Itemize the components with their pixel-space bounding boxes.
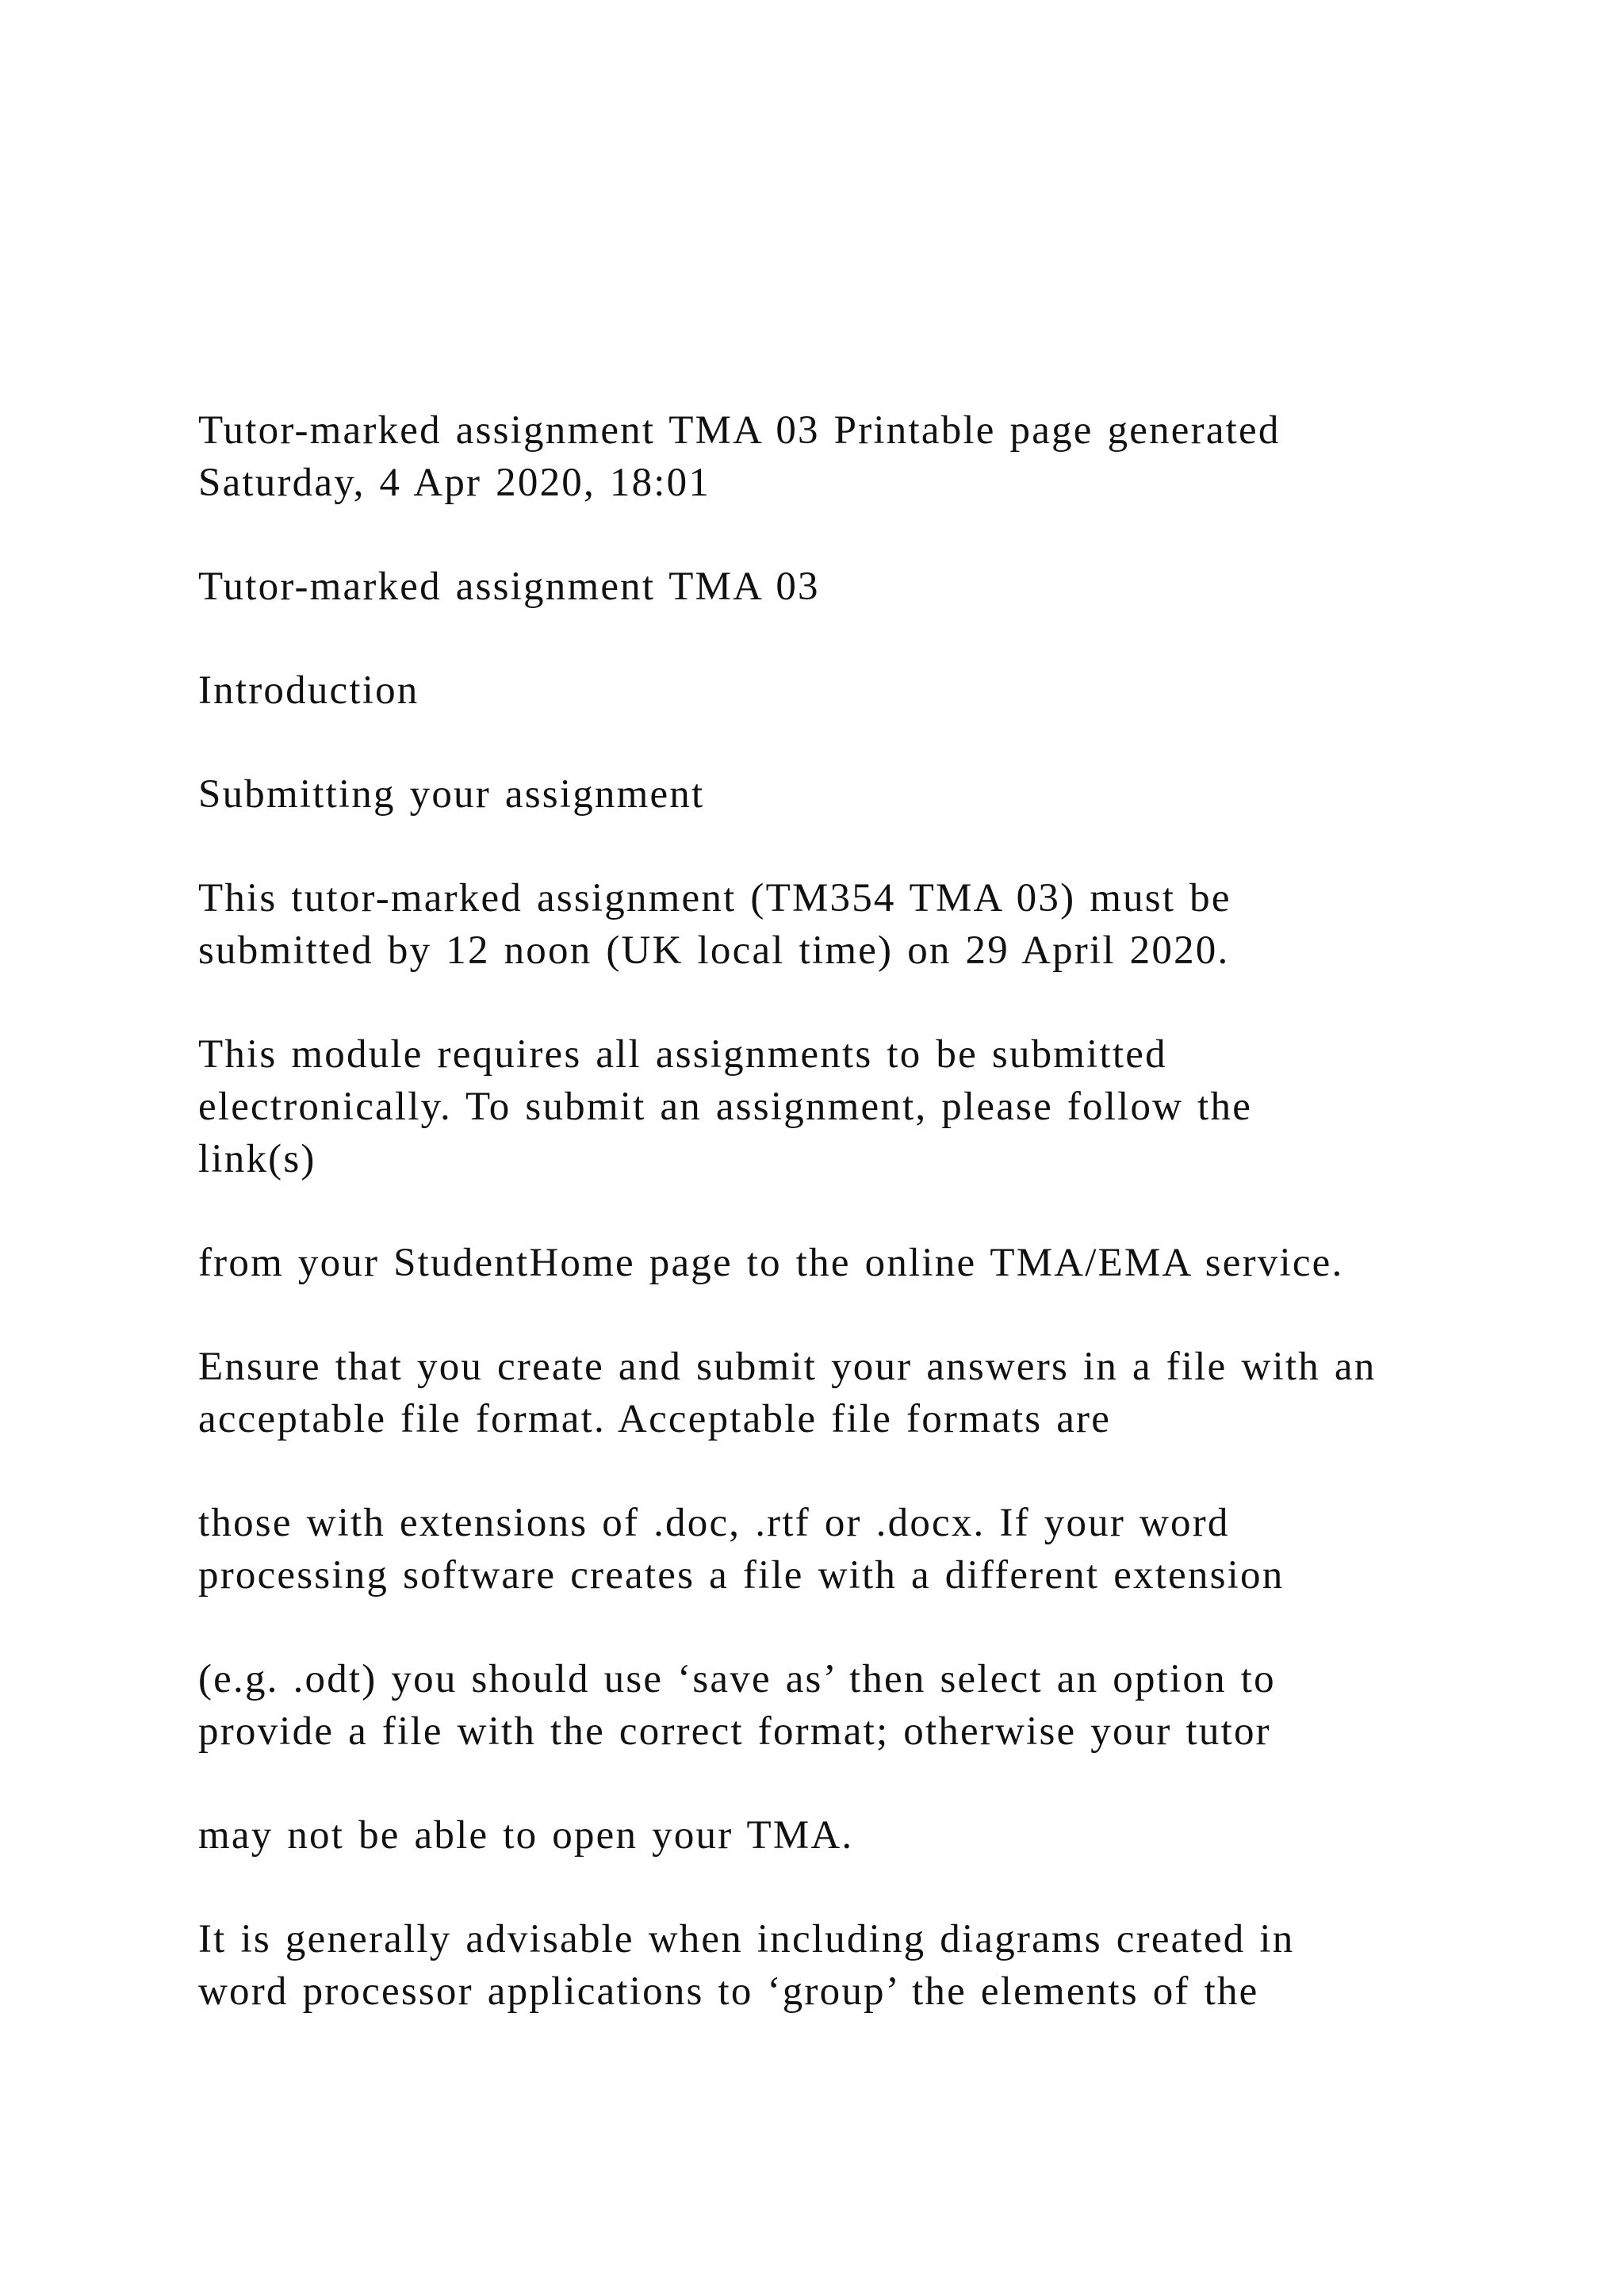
- document-title: [198, 561, 1594, 613]
- text-line: Submitting your assignment: [198, 772, 705, 817]
- body-paragraph: [198, 1653, 1594, 1758]
- text-line: from your StudentHome page to the online TMA/EMA service.: [198, 1241, 1344, 1285]
- text-line: those with extensions of .doc, .rtf or .docx. If your word: [198, 1501, 1230, 1545]
- print-header-paragraph: [198, 404, 1594, 509]
- text-line: It is generally advisable when including diagrams created in: [198, 1917, 1295, 1961]
- text-line: electronically. To submit an assignment, please follow the: [198, 1085, 1253, 1129]
- text-line: Saturday, 4 Apr 2020, 18:01: [198, 461, 711, 505]
- text-line: may not be able to open your TMA.: [198, 1813, 854, 1858]
- text-line: link(s): [198, 1137, 316, 1181]
- body-paragraph: [198, 1237, 1594, 1289]
- text-line: This module requires all assignments to be submitted: [198, 1032, 1167, 1077]
- body-paragraph: [198, 1341, 1594, 1445]
- section-heading-submitting: [198, 768, 1594, 821]
- text-line: provide a file with the correct format; otherwise your tutor: [198, 1709, 1271, 1754]
- text-line: processing software creates a file with a different extension: [198, 1553, 1285, 1598]
- text-line: Introduction: [198, 668, 419, 713]
- text-line: Tutor-marked assignment TMA 03 Printable page generated: [198, 408, 1281, 453]
- section-heading-introduction: [198, 664, 1594, 717]
- text-line: word processor applications to ‘group’ the elements of the: [198, 1969, 1259, 2014]
- text-line: Tutor-marked assignment TMA 03: [198, 564, 820, 609]
- body-paragraph: [198, 1809, 1594, 1862]
- body-paragraph: [198, 872, 1594, 977]
- text-line: (e.g. .odt) you should use ‘save as’ then select an option to: [198, 1657, 1276, 1701]
- body-paragraph: [198, 1028, 1594, 1185]
- text-line: acceptable file format. Acceptable file formats are: [198, 1397, 1112, 1441]
- text-line: This tutor-marked assignment (TM354 TMA 03) must be: [198, 876, 1231, 920]
- document-body: [198, 404, 1594, 2069]
- body-paragraph: [198, 1913, 1594, 2018]
- text-line: Ensure that you create and submit your answers in a file with an: [198, 1345, 1377, 1389]
- text-line: submitted by 12 noon (UK local time) on 29 April 2020.: [198, 928, 1230, 973]
- body-paragraph: [198, 1497, 1594, 1601]
